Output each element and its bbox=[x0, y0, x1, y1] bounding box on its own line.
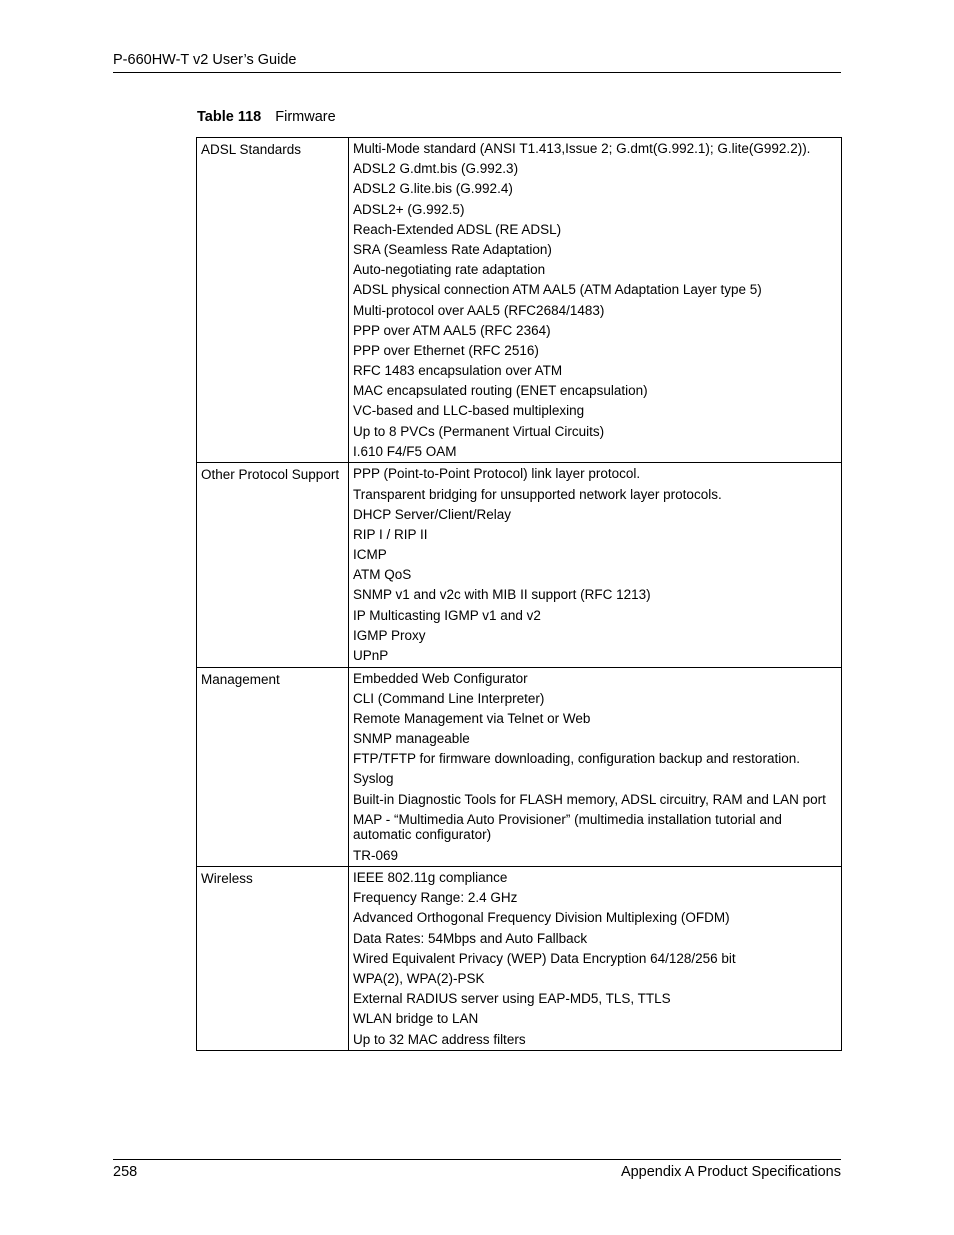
table-number: Table 118 bbox=[197, 109, 262, 125]
feature-item: ADSL2+ (G.992.5) bbox=[353, 201, 465, 217]
table-row bbox=[197, 667, 842, 867]
feature-item: PPP (Point-to-Point Protocol) link layer protocol. bbox=[353, 466, 641, 482]
feature-item: I.610 F4/F5 OAM bbox=[353, 443, 457, 459]
feature-list-cell bbox=[349, 138, 842, 463]
feature-item: VC-based and LLC-based multiplexing bbox=[353, 403, 585, 419]
page-number: 258 bbox=[113, 1164, 138, 1180]
feature-item: RFC 1483 encapsulation over ATM bbox=[353, 363, 563, 379]
feature-item: Up to 8 PVCs (Permanent Virtual Circuits) bbox=[353, 423, 605, 439]
feature-item: Reach-Extended ADSL (RE ADSL) bbox=[353, 221, 562, 237]
feature-item: TR-069 bbox=[353, 847, 399, 863]
feature-item: ADSL2 G.lite.bis (G.992.4) bbox=[353, 181, 513, 197]
feature-item: SNMP manageable bbox=[353, 731, 470, 747]
feature-item: SNMP v1 and v2c with MIB II support (RFC 1213) bbox=[353, 587, 651, 603]
feature-item: UPnP bbox=[353, 648, 389, 663]
feature-item: IGMP Proxy bbox=[353, 627, 426, 643]
feature-list-cell bbox=[349, 463, 842, 667]
feature-item: Transparent bridging for unsupported network layer protocols. bbox=[353, 486, 722, 502]
feature-item: ADSL physical connection ATM AAL5 (ATM Adaptation Layer type 5) bbox=[353, 282, 762, 298]
feature-item: IP Multicasting IGMP v1 and v2 bbox=[353, 607, 541, 623]
category-cell: Other Protocol Support bbox=[197, 463, 349, 667]
feature-item: Advanced Orthogonal Frequency Division Multiplexing (OFDM) bbox=[353, 910, 730, 926]
feature-item: Frequency Range: 2.4 GHz bbox=[353, 890, 518, 906]
feature-item: RIP I / RIP II bbox=[353, 526, 428, 542]
feature-item: DHCP Server/Client/Relay bbox=[353, 506, 512, 522]
firmware-table-body bbox=[197, 138, 842, 1051]
feature-item: Auto-negotiating rate adaptation bbox=[353, 262, 546, 278]
feature-item: Multi-protocol over AAL5 (RFC2684/1483) bbox=[353, 302, 605, 318]
feature-item: FTP/TFTP for firmware downloading, configuration backup and restoration. bbox=[353, 751, 800, 767]
feature-item: Multi-Mode standard (ANSI T1.413,Issue 2; G.dmt(G.992.1); G.lite(G992.2)). bbox=[353, 141, 811, 156]
feature-item: Remote Management via Telnet or Web bbox=[353, 710, 591, 726]
feature-item: CLI (Command Line Interpreter) bbox=[353, 690, 545, 706]
table-title: Firmware bbox=[275, 109, 336, 125]
page-footer bbox=[113, 1159, 841, 1180]
feature-item: PPP over ATM AAL5 (RFC 2364) bbox=[353, 322, 551, 338]
feature-item: IEEE 802.11g compliance bbox=[353, 870, 508, 885]
feature-item: PPP over Ethernet (RFC 2516) bbox=[353, 342, 539, 358]
feature-list-cell bbox=[349, 867, 842, 1051]
feature-item: Up to 32 MAC address filters bbox=[353, 1031, 526, 1047]
firmware-table bbox=[196, 137, 842, 1051]
feature-item: Embedded Web Configurator bbox=[353, 670, 528, 686]
feature-list-cell bbox=[349, 667, 842, 867]
feature-item: External RADIUS server using EAP-MD5, TLS, TTLS bbox=[353, 991, 671, 1007]
table-caption bbox=[197, 108, 336, 126]
feature-item: MAC encapsulated routing (ENET encapsulation) bbox=[353, 383, 648, 399]
category-cell: ADSL Standards bbox=[197, 138, 349, 463]
feature-item: WLAN bridge to LAN bbox=[353, 1011, 479, 1027]
guide-title: P-660HW-T v2 User’s Guide bbox=[113, 52, 297, 68]
feature-item: Syslog bbox=[353, 771, 394, 787]
feature-item: MAP - “Multimedia Auto Provisioner” (multimedia installation tutorial and automatic configurator) bbox=[353, 811, 782, 843]
category-cell: Management bbox=[197, 667, 349, 867]
feature-item: ICMP bbox=[353, 547, 387, 563]
feature-item: Built-in Diagnostic Tools for FLASH memory, ADSL circuitry, RAM and LAN port bbox=[353, 791, 826, 807]
feature-item: WPA(2), WPA(2)-PSK bbox=[353, 970, 485, 986]
feature-item: Data Rates: 54Mbps and Auto Fallback bbox=[353, 930, 588, 946]
table-row bbox=[197, 138, 842, 463]
feature-item: Wired Equivalent Privacy (WEP) Data Encryption 64/128/256 bit bbox=[353, 950, 736, 966]
category-cell: Wireless bbox=[197, 867, 349, 1051]
feature-item: SRA (Seamless Rate Adaptation) bbox=[353, 241, 552, 257]
table-row bbox=[197, 867, 842, 1051]
section-title: Appendix A Product Specifications bbox=[620, 1164, 841, 1180]
feature-item: ADSL2 G.dmt.bis (G.992.3) bbox=[353, 161, 519, 177]
table-row bbox=[197, 463, 842, 667]
feature-item: ATM QoS bbox=[353, 567, 412, 583]
page-header bbox=[113, 51, 841, 73]
